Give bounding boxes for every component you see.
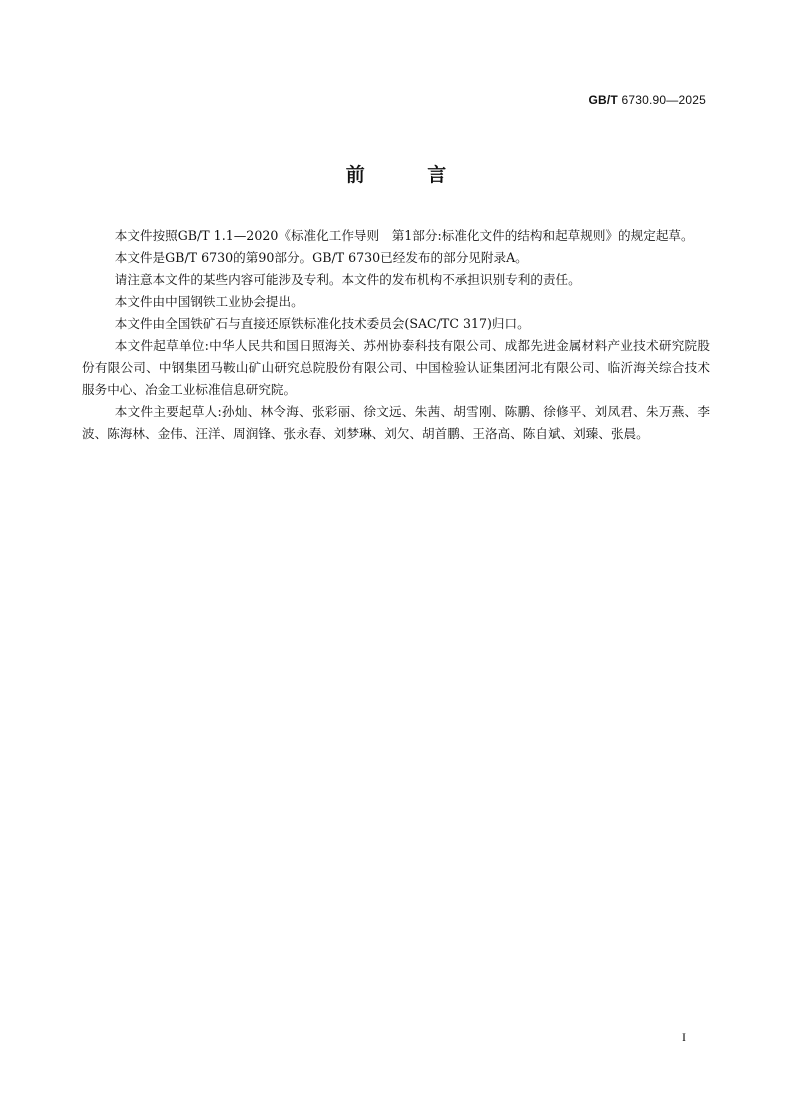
- standard-prefix: GB/T: [588, 93, 618, 107]
- standard-code-header: [589, 93, 707, 107]
- standard-number: 6730.90—2025: [621, 93, 706, 107]
- paragraph-drafting-rules: 本文件按照GB/T 1.1—2020《标准化工作导则 第1部分:标准化文件的结构和起草规则》的规定起草。: [114, 228, 694, 243]
- foreword-body: [82, 225, 710, 445]
- paragraph-proposer: 本文件由中国钢铁工业协会提出。: [114, 294, 304, 309]
- page-number: I: [682, 1030, 686, 1044]
- paragraph-drafters: 本文件主要起草人:孙灿、林令海、张彩丽、徐文远、朱茜、胡雪刚、陈鹏、徐修平、刘凤君、朱万燕、李波、陈海林、金伟、汪洋、周润锋、张永春、刘梦琳、刘欠、胡首鹏、王洛高、陈自斌、刘臻、张晨。: [82, 404, 710, 441]
- paragraph-patent-notice: 请注意本文件的某些内容可能涉及专利。本文件的发布机构不承担识别专利的责任。: [114, 272, 581, 287]
- paragraph-drafting-units: 本文件起草单位:中华人民共和国日照海关、苏州协泰科技有限公司、成都先进金属材料产业技术研究院股份有限公司、中钢集团马鞍山矿山研究总院股份有限公司、中国检验认证集团河北有限公司、临沂海关综合技术服务中心、冶金工业标准信息研究院。: [82, 338, 710, 397]
- paragraph-committee: 本文件由全国铁矿石与直接还原铁标准化技术委员会(SAC/TC 317)归口。: [114, 316, 530, 331]
- paragraph-part-info: 本文件是GB/T 6730的第90部分。GB/T 6730已经发布的部分见附录A。: [114, 250, 528, 265]
- page-title: 前 言: [345, 164, 475, 186]
